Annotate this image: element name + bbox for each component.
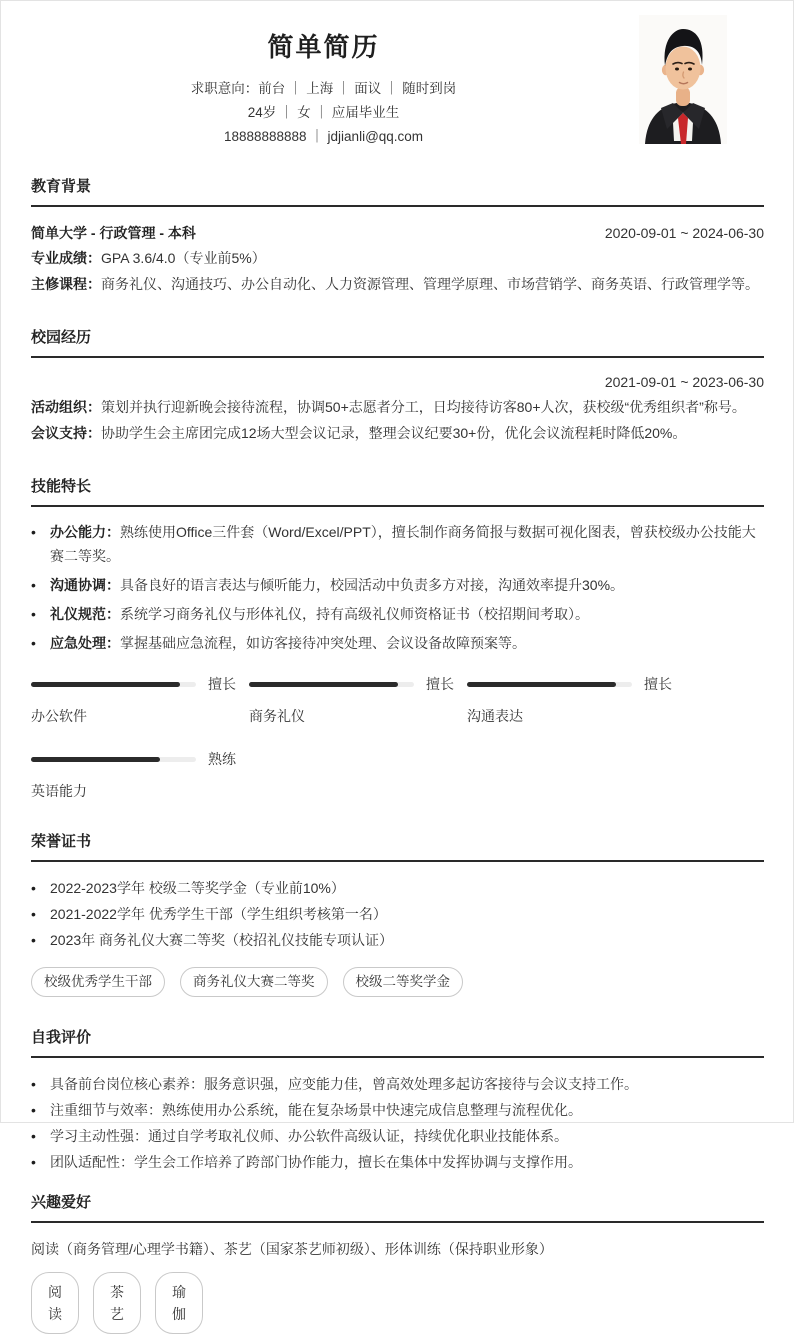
meeting-text: 协助学生会主席团完成12场大型会议记录，整理会议纪要30+份，优化会议流程耗时降低20%。 bbox=[101, 425, 687, 441]
section-title-honors: 荣誉证书 bbox=[31, 830, 764, 862]
bullet-dot: • bbox=[31, 932, 36, 948]
honor-tag: 校级二等奖学金 bbox=[343, 967, 464, 997]
section-honors bbox=[31, 830, 764, 997]
section-campus bbox=[31, 326, 764, 446]
hobby-tag: 阅读 bbox=[31, 1272, 79, 1334]
job-intent-line: 求职意向：前台 ｜ 上海 ｜ 面议 ｜ 随时到岗 bbox=[190, 81, 457, 96]
self-eval-bullet-list bbox=[31, 1071, 764, 1175]
bullet-dot: • bbox=[31, 606, 36, 622]
campus-row-activity bbox=[31, 394, 764, 420]
campus-row-meeting bbox=[31, 420, 764, 446]
honor-text: 2022-2023学年 校级二等奖学金（专业前10%） bbox=[50, 880, 345, 896]
skill-bullet bbox=[31, 573, 764, 597]
section-title-hobbies: 兴趣爱好 bbox=[31, 1191, 764, 1223]
section-hobbies bbox=[31, 1191, 764, 1334]
skill-bar-track bbox=[249, 682, 414, 687]
section-title-skills: 技能特长 bbox=[31, 475, 764, 507]
section-title-self-evaluation: 自我评价 bbox=[31, 1026, 764, 1058]
section-education bbox=[31, 175, 764, 297]
self-eval-text: 学习主动性强：通过自学考取礼仪师、办公软件高级认证，持续优化职业技能体系。 bbox=[50, 1128, 568, 1144]
skill-bar-name: 商务礼仪 bbox=[249, 708, 305, 724]
skill-bullet-text: 应急处理：掌握基础应急流程，如访客接待冲突处理、会议设备故障预案等。 bbox=[50, 635, 526, 651]
skill-bar-item bbox=[249, 674, 467, 726]
bullet-dot: • bbox=[31, 524, 36, 540]
skill-level-label: 熟练 bbox=[208, 751, 236, 767]
self-eval-bullet bbox=[31, 1097, 764, 1123]
skill-bar-name: 英语能力 bbox=[31, 783, 87, 799]
honor-tags-row bbox=[31, 967, 764, 997]
bullet-dot: • bbox=[31, 577, 36, 593]
skill-level-label: 擅长 bbox=[644, 676, 672, 692]
bullet-dot: • bbox=[31, 635, 36, 651]
activity-text: 策划并执行迎新晚会接待流程，协调50+志愿者分工，日均接待访客80+人次，获校级“优秀组织者”称号。 bbox=[101, 399, 746, 415]
self-eval-bullet bbox=[31, 1071, 764, 1097]
bullet-dot: • bbox=[31, 1128, 36, 1144]
section-self-evaluation bbox=[31, 1026, 764, 1175]
personal-info-line: 24岁 ｜ 女 ｜ 应届毕业生 bbox=[247, 105, 400, 120]
skill-level-label: 擅长 bbox=[208, 676, 236, 692]
skill-bar-item bbox=[31, 674, 249, 726]
skill-bar-name: 办公软件 bbox=[31, 708, 87, 724]
skill-bullet bbox=[31, 602, 764, 626]
skill-bar-track bbox=[31, 757, 196, 762]
skill-bullet bbox=[31, 520, 764, 568]
header-text-block bbox=[1, 27, 646, 149]
education-courses-row bbox=[31, 271, 764, 297]
self-eval-bullet bbox=[31, 1123, 764, 1149]
honor-text: 2023年 商务礼仪大赛二等奖（校招礼仪技能专项认证） bbox=[50, 932, 394, 948]
skill-bullet-text: 礼仪规范：系统学习商务礼仪与形体礼仪，持有高级礼仪师资格证书（校招期间考取）。 bbox=[50, 606, 589, 622]
skill-bar-item bbox=[467, 674, 685, 726]
phone-email-line: 18888888888 ｜ jdjianli@qq.com bbox=[223, 129, 424, 144]
male-portrait-icon bbox=[639, 15, 727, 144]
education-gpa-row bbox=[31, 245, 764, 271]
bullet-dot: • bbox=[31, 906, 36, 922]
skill-level-label: 擅长 bbox=[426, 676, 454, 692]
courses-label: 主修课程： bbox=[31, 276, 101, 292]
skill-bar-name: 沟通表达 bbox=[467, 708, 523, 724]
honors-bullet-list bbox=[31, 875, 764, 953]
honor-bullet bbox=[31, 875, 764, 901]
skills-bullet-list bbox=[31, 520, 764, 655]
honor-bullet bbox=[31, 927, 764, 953]
skill-bars-grid bbox=[31, 674, 764, 801]
skill-bullet bbox=[31, 631, 764, 655]
honor-bullet bbox=[31, 901, 764, 927]
hobby-tag: 瑜伽 bbox=[155, 1272, 203, 1334]
skill-bar-fill bbox=[31, 682, 180, 687]
skill-bullet-text: 沟通协调：具备良好的语言表达与倾听能力，校园活动中负责多方对接，沟通效率提升30%。 bbox=[50, 577, 625, 593]
education-degree: 简单大学 - 行政管理 - 本科 bbox=[31, 225, 196, 241]
hobby-tag: 茶艺 bbox=[93, 1272, 141, 1334]
gpa-label: 专业成绩： bbox=[31, 250, 101, 266]
skill-bar-track bbox=[31, 682, 196, 687]
section-skills bbox=[31, 475, 764, 801]
bullet-dot: • bbox=[31, 1076, 36, 1092]
bullet-dot: • bbox=[31, 1154, 36, 1170]
courses-value: 商务礼仪、沟通技巧、办公自动化、人力资源管理、管理学原理、市场营销学、商务英语、行政管理学等。 bbox=[101, 276, 759, 292]
bullet-dot: • bbox=[31, 880, 36, 896]
honor-tag: 商务礼仪大赛二等奖 bbox=[180, 967, 328, 997]
skill-bar-item bbox=[31, 749, 249, 801]
bullet-dot: • bbox=[31, 1102, 36, 1118]
education-header-row bbox=[31, 221, 764, 245]
education-date: 2020-09-01 ~ 2024-06-30 bbox=[604, 225, 764, 241]
activity-label: 活动组织： bbox=[31, 399, 101, 415]
skill-bar-fill bbox=[31, 757, 160, 762]
hobby-tags-row bbox=[31, 1272, 764, 1334]
self-eval-text: 团队适配性：学生会工作培养了跨部门协作能力，擅长在集体中发挥协调与支撑作用。 bbox=[50, 1154, 582, 1170]
campus-date: 2021-09-01 ~ 2023-06-30 bbox=[604, 374, 764, 390]
resume-title: 简单简历 bbox=[267, 32, 380, 62]
skill-bullet-text: 办公能力：熟练使用Office三件套（Word/Excel/PPT），擅长制作商务简报与数据可视化图表，曾获校级办公技能大赛二等奖。 bbox=[50, 524, 756, 564]
self-eval-bullet bbox=[31, 1149, 764, 1175]
profile-photo bbox=[639, 15, 727, 144]
section-title-campus: 校园经历 bbox=[31, 326, 764, 358]
meeting-label: 会议支持： bbox=[31, 425, 101, 441]
skill-bar-fill bbox=[467, 682, 616, 687]
self-eval-text: 具备前台岗位核心素养：服务意识强，应变能力佳，曾高效处理多起访客接待与会议支持工作。 bbox=[50, 1076, 638, 1092]
hobbies-text: 阅读（商务管理/心理学书籍）、茶艺（国家茶艺师初级）、形体训练（保持职业形象） bbox=[31, 1241, 553, 1257]
honor-tag: 校级优秀学生干部 bbox=[31, 967, 165, 997]
skill-bar-fill bbox=[249, 682, 398, 687]
resume-header bbox=[1, 1, 793, 149]
gpa-value: GPA 3.6/4.0（专业前5%） bbox=[101, 250, 266, 266]
skill-bar-track bbox=[467, 682, 632, 687]
self-eval-text: 注重细节与效率：熟练使用办公系统，能在复杂场景中快速完成信息整理与流程优化。 bbox=[50, 1102, 582, 1118]
section-title-education: 教育背景 bbox=[31, 175, 764, 207]
honor-text: 2021-2022学年 优秀学生干部（学生组织考核第一名） bbox=[50, 906, 387, 922]
